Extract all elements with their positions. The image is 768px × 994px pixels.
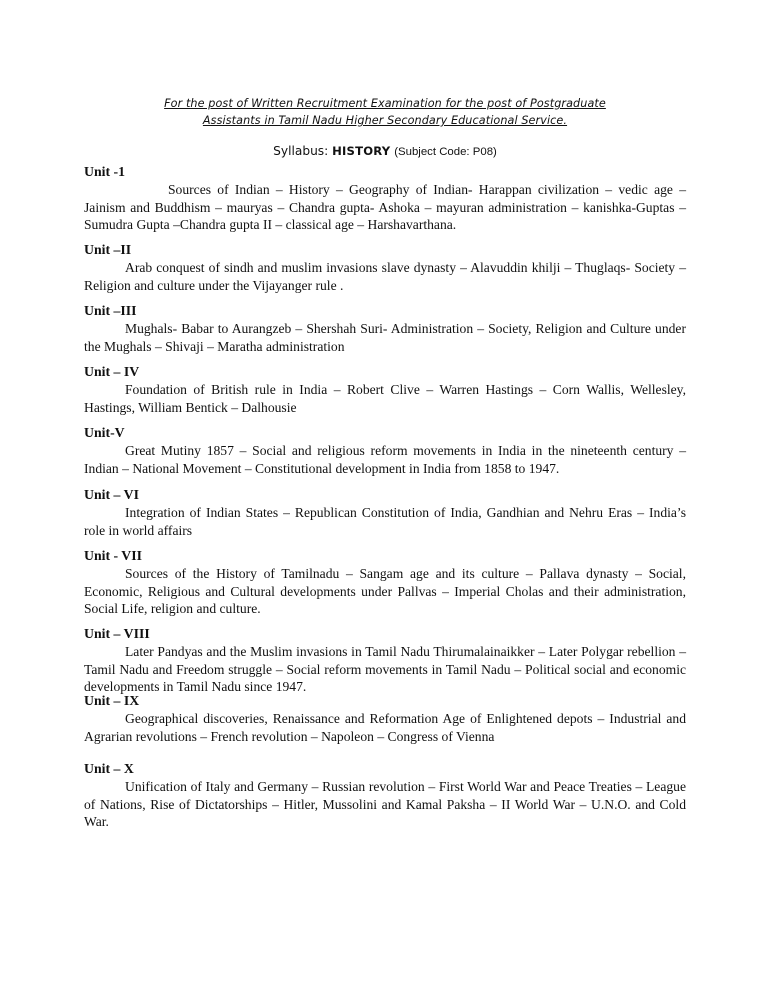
header-line-1: For the post of Written Recruitment Examination for the post of Postgraduate <box>164 97 606 110</box>
unit-title: Unit – VIII <box>84 626 150 641</box>
unit-title: Unit – VI <box>84 487 139 502</box>
unit-text: Unification of Italy and Germany – Russian revolution – First World War and Peace Treaties – League of Nations, Rise of Dictatorships – Hitler, Mussolini and Kamal Paksha – II World War – U.N.O. and Cold War. <box>84 779 686 830</box>
unit-3 <box>84 302 686 355</box>
unit-4 <box>84 363 686 416</box>
unit-text: Foundation of British rule in India – Robert Clive – Warren Hastings – Corn Wallis, Wellesley, Hastings, William Bentick – Dalhousie <box>84 382 686 415</box>
syllabus-heading <box>84 144 686 158</box>
unit-text: Integration of Indian States – Republican Constitution of India, Gandhian and Nehru Eras – India’s role in world affairs <box>84 505 686 538</box>
document-header <box>84 95 686 129</box>
unit-6 <box>84 486 686 539</box>
unit-text: Arab conquest of sindh and muslim invasions slave dynasty – Alavuddin khilji – Thuglaqs- Society – Religion and culture under the Vijayanger rule . <box>84 260 686 293</box>
unit-title: Unit –III <box>84 303 137 318</box>
subject-code: (Subject Code: P08) <box>394 146 497 158</box>
unit-2 <box>84 241 686 294</box>
subject-name: HISTORY <box>332 144 391 158</box>
syllabus-label: Syllabus: <box>273 144 329 158</box>
unit-text: Sources of the History of Tamilnadu – Sangam age and its culture – Pallava dynasty – Social, Economic, Religious and Cultural developments under Pallvas – Imperial Cholas and their administration, Social Life, religion and culture. <box>84 566 686 617</box>
unit-title: Unit - VII <box>84 548 143 563</box>
unit-10 <box>84 760 686 831</box>
unit-9 <box>84 692 686 745</box>
unit-title: Unit –II <box>84 242 132 257</box>
unit-1 <box>84 163 686 234</box>
unit-text: Great Mutiny 1857 – Social and religious reform movements in India in the nineteenth century – Indian – National Movement – Constitutional development in India from 1858 to 1947. <box>84 443 686 476</box>
unit-8 <box>84 625 686 696</box>
unit-title: Unit – IX <box>84 693 140 708</box>
unit-text: Mughals- Babar to Aurangzeb – Shershah Suri- Administration – Society, Religion and Culture under the Mughals – Shivaji – Maratha administration <box>84 321 686 354</box>
unit-title: Unit – X <box>84 761 134 776</box>
unit-5 <box>84 424 686 477</box>
unit-title: Unit – IV <box>84 364 140 379</box>
unit-text: Later Pandyas and the Muslim invasions in Tamil Nadu Thirumalainaikker – Later Polygar rebellion – Tamil Nadu and Freedom struggle – Social reform movements in Tamil Nadu – Political social and economic developments in Tamil Nadu since 1947. <box>84 644 686 695</box>
unit-7 <box>84 547 686 618</box>
unit-text: Geographical discoveries, Renaissance and Reformation Age of Enlightened depots – Industrial and Agrarian revolutions – French revolution – Napoleon – Congress of Vienna <box>84 711 686 744</box>
unit-title: Unit-V <box>84 425 125 440</box>
header-line-2: Assistants in Tamil Nadu Higher Secondary Educational Service. <box>202 114 568 127</box>
unit-title: Unit -1 <box>84 164 126 179</box>
unit-text: Sources of Indian – History – Geography of Indian- Harappan civilization – vedic age – Jainism and Buddhism – mauryas – Chandra gupta- Ashoka – mayuran administration – kanishka-Guptas – Sumudra Gupta –Chandra gupta II – classical age – Harshavarthana. <box>84 182 686 233</box>
